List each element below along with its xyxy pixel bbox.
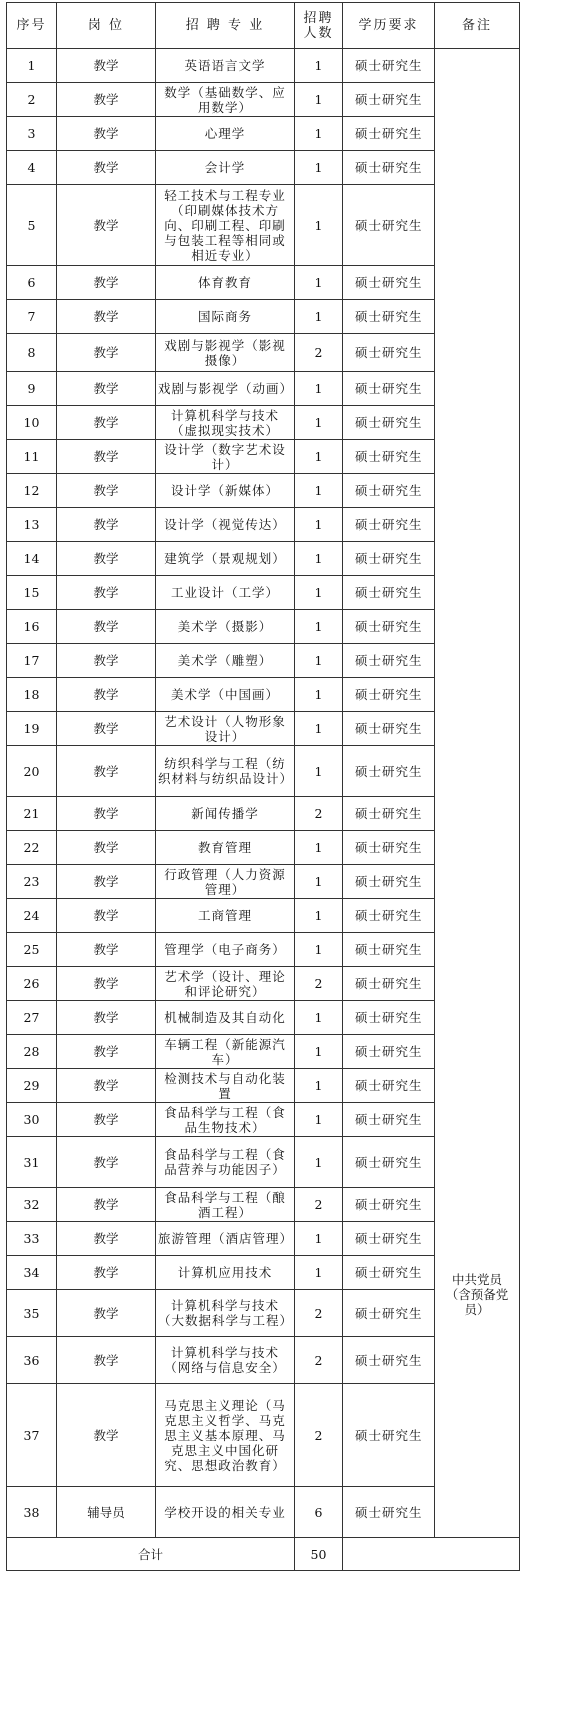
cell-education: 硕士研究生 xyxy=(343,1487,435,1538)
cell-seq: 37 xyxy=(7,1384,57,1487)
cell-education: 硕士研究生 xyxy=(343,406,435,440)
table-row xyxy=(7,49,520,83)
cell-count: 1 xyxy=(295,831,343,865)
cell-major: 新闻传播学 xyxy=(156,797,295,831)
cell-seq: 8 xyxy=(7,334,57,372)
cell-education: 硕士研究生 xyxy=(343,1290,435,1337)
cell-count: 2 xyxy=(295,334,343,372)
cell-count: 1 xyxy=(295,678,343,712)
cell-seq: 16 xyxy=(7,610,57,644)
cell-education: 硕士研究生 xyxy=(343,117,435,151)
cell-position: 教学 xyxy=(57,185,156,266)
cell-major: 旅游管理（酒店管理） xyxy=(156,1222,295,1256)
cell-position: 教学 xyxy=(57,746,156,797)
cell-major: 戏剧与影视学（动画） xyxy=(156,372,295,406)
cell-major: 艺术学（设计、理论和评论研究） xyxy=(156,967,295,1001)
cell-count: 1 xyxy=(295,151,343,185)
cell-count: 2 xyxy=(295,1337,343,1384)
total-empty xyxy=(343,1538,520,1571)
remark-note-text: 中共党员（含预备党员） xyxy=(445,1272,509,1317)
cell-education: 硕士研究生 xyxy=(343,576,435,610)
cell-education: 硕士研究生 xyxy=(343,712,435,746)
cell-position: 教学 xyxy=(57,831,156,865)
remark-note xyxy=(435,49,520,1538)
cell-seq: 25 xyxy=(7,933,57,967)
cell-seq: 3 xyxy=(7,117,57,151)
cell-position: 教学 xyxy=(57,440,156,474)
cell-position: 教学 xyxy=(57,1069,156,1103)
recruitment-table-wrapper xyxy=(6,2,520,1571)
cell-position: 教学 xyxy=(57,151,156,185)
cell-education: 硕士研究生 xyxy=(343,266,435,300)
cell-major: 纺织科学与工程（纺织材料与纺织品设计） xyxy=(156,746,295,797)
cell-education: 硕士研究生 xyxy=(343,300,435,334)
cell-seq: 19 xyxy=(7,712,57,746)
cell-position: 教学 xyxy=(57,406,156,440)
cell-seq: 26 xyxy=(7,967,57,1001)
cell-seq: 22 xyxy=(7,831,57,865)
table-body xyxy=(7,49,520,1538)
cell-seq: 1 xyxy=(7,49,57,83)
cell-education: 硕士研究生 xyxy=(343,967,435,1001)
cell-education: 硕士研究生 xyxy=(343,610,435,644)
cell-count: 1 xyxy=(295,474,343,508)
cell-education: 硕士研究生 xyxy=(343,644,435,678)
cell-major: 管理学（电子商务） xyxy=(156,933,295,967)
cell-seq: 18 xyxy=(7,678,57,712)
cell-major: 教育管理 xyxy=(156,831,295,865)
total-label: 合计 xyxy=(7,1538,295,1571)
cell-count: 1 xyxy=(295,300,343,334)
cell-education: 硕士研究生 xyxy=(343,372,435,406)
cell-seq: 24 xyxy=(7,899,57,933)
cell-major: 设计学（新媒体） xyxy=(156,474,295,508)
cell-count: 1 xyxy=(295,610,343,644)
cell-education: 硕士研究生 xyxy=(343,1384,435,1487)
cell-major: 食品科学与工程（食品营养与功能因子） xyxy=(156,1137,295,1188)
cell-count: 1 xyxy=(295,1069,343,1103)
cell-major: 建筑学（景观规划） xyxy=(156,542,295,576)
cell-major: 轻工技术与工程专业（印刷媒体技术方向、印刷工程、印刷与包装工程等相同或相近专业） xyxy=(156,185,295,266)
cell-count: 1 xyxy=(295,406,343,440)
cell-count: 2 xyxy=(295,1290,343,1337)
cell-count: 1 xyxy=(295,865,343,899)
cell-position: 教学 xyxy=(57,474,156,508)
cell-count: 1 xyxy=(295,1222,343,1256)
cell-education: 硕士研究生 xyxy=(343,83,435,117)
cell-major: 学校开设的相关专业 xyxy=(156,1487,295,1538)
cell-education: 硕士研究生 xyxy=(343,746,435,797)
cell-count: 2 xyxy=(295,797,343,831)
cell-seq: 34 xyxy=(7,1256,57,1290)
cell-count: 1 xyxy=(295,746,343,797)
header-remark: 备注 xyxy=(435,3,520,49)
total-count: 50 xyxy=(295,1538,343,1571)
cell-education: 硕士研究生 xyxy=(343,933,435,967)
cell-seq: 31 xyxy=(7,1137,57,1188)
cell-position: 教学 xyxy=(57,1188,156,1222)
cell-major: 计算机应用技术 xyxy=(156,1256,295,1290)
cell-seq: 4 xyxy=(7,151,57,185)
cell-seq: 38 xyxy=(7,1487,57,1538)
cell-major: 食品科学与工程（酿酒工程） xyxy=(156,1188,295,1222)
cell-seq: 35 xyxy=(7,1290,57,1337)
cell-education: 硕士研究生 xyxy=(343,151,435,185)
cell-position: 教学 xyxy=(57,1337,156,1384)
header-seq: 序号 xyxy=(7,3,57,49)
cell-major: 数学（基础数学、应用数学） xyxy=(156,83,295,117)
cell-count: 1 xyxy=(295,266,343,300)
cell-major: 计算机科学与技术（网络与信息安全） xyxy=(156,1337,295,1384)
cell-count: 1 xyxy=(295,83,343,117)
cell-seq: 9 xyxy=(7,372,57,406)
cell-major: 国际商务 xyxy=(156,300,295,334)
cell-seq: 7 xyxy=(7,300,57,334)
cell-count: 1 xyxy=(295,644,343,678)
cell-position: 教学 xyxy=(57,334,156,372)
cell-major: 车辆工程（新能源汽车） xyxy=(156,1035,295,1069)
cell-major: 美术学（摄影） xyxy=(156,610,295,644)
cell-position: 教学 xyxy=(57,1001,156,1035)
cell-seq: 20 xyxy=(7,746,57,797)
cell-education: 硕士研究生 xyxy=(343,1188,435,1222)
cell-position: 教学 xyxy=(57,644,156,678)
cell-education: 硕士研究生 xyxy=(343,542,435,576)
cell-position: 教学 xyxy=(57,1384,156,1487)
cell-seq: 33 xyxy=(7,1222,57,1256)
cell-position: 教学 xyxy=(57,1222,156,1256)
cell-count: 1 xyxy=(295,576,343,610)
cell-count: 1 xyxy=(295,1256,343,1290)
cell-position: 教学 xyxy=(57,1103,156,1137)
cell-count: 1 xyxy=(295,542,343,576)
cell-count: 1 xyxy=(295,49,343,83)
cell-major: 计算机科学与技术（大数据科学与工程） xyxy=(156,1290,295,1337)
cell-education: 硕士研究生 xyxy=(343,678,435,712)
cell-position: 教学 xyxy=(57,967,156,1001)
cell-seq: 17 xyxy=(7,644,57,678)
cell-count: 1 xyxy=(295,372,343,406)
cell-education: 硕士研究生 xyxy=(343,185,435,266)
cell-count: 6 xyxy=(295,1487,343,1538)
cell-seq: 23 xyxy=(7,865,57,899)
cell-education: 硕士研究生 xyxy=(343,1069,435,1103)
cell-major: 食品科学与工程（食品生物技术） xyxy=(156,1103,295,1137)
cell-education: 硕士研究生 xyxy=(343,1337,435,1384)
header-major: 招 聘 专 业 xyxy=(156,3,295,49)
cell-seq: 2 xyxy=(7,83,57,117)
cell-count: 1 xyxy=(295,1001,343,1035)
cell-major: 戏剧与影视学（影视摄像） xyxy=(156,334,295,372)
cell-seq: 30 xyxy=(7,1103,57,1137)
cell-position: 教学 xyxy=(57,266,156,300)
cell-position: 教学 xyxy=(57,1290,156,1337)
cell-seq: 13 xyxy=(7,508,57,542)
cell-education: 硕士研究生 xyxy=(343,1137,435,1188)
cell-position: 教学 xyxy=(57,933,156,967)
cell-position: 教学 xyxy=(57,610,156,644)
cell-position: 教学 xyxy=(57,712,156,746)
cell-count: 1 xyxy=(295,440,343,474)
cell-position: 教学 xyxy=(57,372,156,406)
cell-major: 英语语言文学 xyxy=(156,49,295,83)
header-position: 岗 位 xyxy=(57,3,156,49)
cell-seq: 11 xyxy=(7,440,57,474)
cell-seq: 12 xyxy=(7,474,57,508)
cell-position: 教学 xyxy=(57,797,156,831)
cell-count: 1 xyxy=(295,185,343,266)
cell-count: 1 xyxy=(295,712,343,746)
cell-count: 1 xyxy=(295,1103,343,1137)
cell-position: 教学 xyxy=(57,508,156,542)
cell-major: 机械制造及其自动化 xyxy=(156,1001,295,1035)
cell-count: 1 xyxy=(295,933,343,967)
cell-education: 硕士研究生 xyxy=(343,334,435,372)
cell-position: 教学 xyxy=(57,678,156,712)
cell-seq: 6 xyxy=(7,266,57,300)
cell-position: 教学 xyxy=(57,542,156,576)
cell-count: 2 xyxy=(295,967,343,1001)
header-row xyxy=(7,3,520,49)
cell-major: 美术学（中国画） xyxy=(156,678,295,712)
cell-seq: 32 xyxy=(7,1188,57,1222)
cell-seq: 28 xyxy=(7,1035,57,1069)
cell-major: 艺术设计（人物形象设计） xyxy=(156,712,295,746)
cell-major: 设计学（数字艺术设计） xyxy=(156,440,295,474)
cell-seq: 5 xyxy=(7,185,57,266)
cell-education: 硕士研究生 xyxy=(343,1256,435,1290)
cell-education: 硕士研究生 xyxy=(343,1222,435,1256)
total-row xyxy=(7,1538,520,1571)
cell-count: 1 xyxy=(295,1137,343,1188)
cell-position: 教学 xyxy=(57,1137,156,1188)
cell-count: 2 xyxy=(295,1188,343,1222)
cell-education: 硕士研究生 xyxy=(343,440,435,474)
cell-count: 1 xyxy=(295,1035,343,1069)
cell-count: 1 xyxy=(295,117,343,151)
cell-major: 设计学（视觉传达） xyxy=(156,508,295,542)
cell-seq: 15 xyxy=(7,576,57,610)
cell-seq: 36 xyxy=(7,1337,57,1384)
cell-seq: 21 xyxy=(7,797,57,831)
cell-major: 美术学（雕塑） xyxy=(156,644,295,678)
cell-position: 辅导员 xyxy=(57,1487,156,1538)
cell-major: 工商管理 xyxy=(156,899,295,933)
cell-major: 工业设计（工学） xyxy=(156,576,295,610)
cell-position: 教学 xyxy=(57,49,156,83)
cell-education: 硕士研究生 xyxy=(343,1035,435,1069)
cell-major: 心理学 xyxy=(156,117,295,151)
cell-seq: 29 xyxy=(7,1069,57,1103)
cell-seq: 27 xyxy=(7,1001,57,1035)
cell-position: 教学 xyxy=(57,83,156,117)
cell-major: 会计学 xyxy=(156,151,295,185)
cell-count: 1 xyxy=(295,508,343,542)
cell-position: 教学 xyxy=(57,117,156,151)
cell-major: 体育教育 xyxy=(156,266,295,300)
cell-seq: 10 xyxy=(7,406,57,440)
cell-education: 硕士研究生 xyxy=(343,49,435,83)
cell-education: 硕士研究生 xyxy=(343,899,435,933)
cell-position: 教学 xyxy=(57,576,156,610)
cell-count: 2 xyxy=(295,1384,343,1487)
cell-position: 教学 xyxy=(57,300,156,334)
cell-education: 硕士研究生 xyxy=(343,831,435,865)
cell-education: 硕士研究生 xyxy=(343,508,435,542)
cell-position: 教学 xyxy=(57,1256,156,1290)
cell-position: 教学 xyxy=(57,865,156,899)
cell-education: 硕士研究生 xyxy=(343,474,435,508)
cell-major: 检测技术与自动化装置 xyxy=(156,1069,295,1103)
cell-position: 教学 xyxy=(57,1035,156,1069)
cell-education: 硕士研究生 xyxy=(343,797,435,831)
cell-major: 马克思主义理论（马克思主义哲学、马克思主义基本原理、马克思主义中国化研究、思想政治教育） xyxy=(156,1384,295,1487)
cell-major: 行政管理（人力资源管理） xyxy=(156,865,295,899)
cell-count: 1 xyxy=(295,899,343,933)
recruitment-table xyxy=(6,2,520,1571)
cell-education: 硕士研究生 xyxy=(343,1001,435,1035)
cell-seq: 14 xyxy=(7,542,57,576)
header-education: 学历要求 xyxy=(343,3,435,49)
cell-position: 教学 xyxy=(57,899,156,933)
cell-education: 硕士研究生 xyxy=(343,865,435,899)
header-count: 招聘人数 xyxy=(295,3,343,49)
cell-education: 硕士研究生 xyxy=(343,1103,435,1137)
cell-major: 计算机科学与技术（虚拟现实技术） xyxy=(156,406,295,440)
